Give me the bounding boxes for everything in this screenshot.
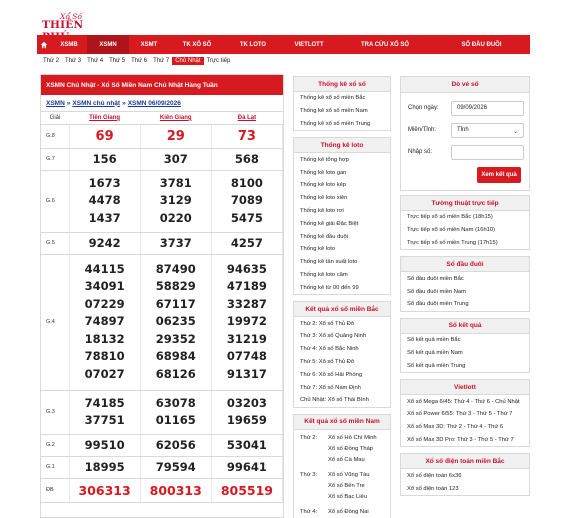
subnav-chu-nhat[interactable]: Chủ Nhật xyxy=(172,57,203,65)
prize-label: G.8 xyxy=(41,124,69,148)
prize-number: 78810 xyxy=(84,349,125,364)
number-label: Nhập số: xyxy=(408,149,433,155)
kq-mn-link[interactable]: Xổ số Bạc Liêu xyxy=(328,494,367,501)
tk-loto-link[interactable]: Thống kê đầu đuôi xyxy=(300,233,349,240)
tk-loto-link[interactable]: Thống kê loto rơi xyxy=(300,207,344,214)
breadcrumb-xsmn-date[interactable]: XSMN 06/09/2026 xyxy=(127,99,181,107)
prize-cell xyxy=(140,170,211,232)
prize-number: 19659 xyxy=(226,413,267,427)
results-header-row xyxy=(41,112,283,124)
prize-number: 5475 xyxy=(230,210,263,225)
tk-xoso-link[interactable]: Thống kê xổ số miền Nam xyxy=(300,108,368,115)
prize-number: 07229 xyxy=(84,296,125,311)
sodauduoi-box xyxy=(400,256,530,311)
prize-number: 44115 xyxy=(84,261,125,276)
right-column xyxy=(400,76,530,502)
tk-loto-link[interactable]: Thống kê loto gan xyxy=(300,169,347,176)
prize-label: G.7 xyxy=(41,148,69,170)
date-label: Chọn ngày: xyxy=(408,105,439,111)
prize-number: 99641 xyxy=(226,460,267,474)
prize-cell xyxy=(211,456,282,478)
province-select-value: Tỉnh xyxy=(457,127,469,133)
date-input[interactable]: 09/09/2026 xyxy=(451,101,524,116)
kq-mn-box xyxy=(293,414,391,518)
site-logo[interactable] xyxy=(42,12,102,30)
nav-item-vietlott[interactable]: VIETLOTT xyxy=(294,41,324,48)
breadcrumb-separator: » xyxy=(122,99,126,107)
prize-number: 68984 xyxy=(155,349,196,364)
ticket-check-form xyxy=(400,76,530,191)
kq-mb-title: Kết quả xổ số miền Bắc xyxy=(294,302,390,317)
prize-label: ĐB xyxy=(41,478,69,502)
prize-label: G.5 xyxy=(41,232,69,254)
kq-mn-row xyxy=(294,507,390,518)
prize-number: 0220 xyxy=(159,210,192,225)
prize-cell xyxy=(69,390,140,434)
kq-mb-link[interactable]: Chủ Nhật: Xổ số Thái Bình xyxy=(300,397,369,404)
subnav-thu-2[interactable]: Thứ 2 xyxy=(43,58,60,64)
logo-name: THIÊN xyxy=(42,19,84,31)
prize-cell xyxy=(69,124,140,148)
tk-loto-link[interactable]: Thống kê tổng hợp xyxy=(300,156,349,163)
vietlott-link[interactable]: Xổ số Mega 6/45: Thứ 4 - Thứ 6 - Chủ Nhật xyxy=(407,398,520,405)
nav-item-so-dau-duoi[interactable]: SỔ ĐẦU ĐUÔI xyxy=(461,41,502,48)
prize-cell xyxy=(69,456,140,478)
prize-number: 9242 xyxy=(88,236,121,250)
prize-cell xyxy=(69,434,140,456)
prize-number: 73 xyxy=(237,128,256,144)
prize-number: 31219 xyxy=(226,331,267,346)
prize-label: G.2 xyxy=(41,434,69,456)
subnav-thu-3[interactable]: Thứ 3 xyxy=(65,58,82,64)
subnav-thu-4[interactable]: Thứ 4 xyxy=(87,58,104,64)
soketqua-link[interactable]: Sổ kết quả miền Trung xyxy=(407,362,466,369)
kq-mn-day: Thứ 4: xyxy=(300,509,318,516)
prize-number: 19972 xyxy=(226,314,267,329)
prize-cell xyxy=(69,170,140,232)
kq-mn-day: Thứ 3: xyxy=(300,472,318,479)
prize-number: 06235 xyxy=(155,314,196,329)
results-title: XSMN Chủ Nhật - Xổ Số Miền Nam Chủ Nhật Hàng Tuần xyxy=(41,75,283,95)
tuongthuat-link[interactable]: Trực tiếp xổ số miền Bắc (18h15) xyxy=(407,214,493,221)
tuongthuat-title: Tường thuật trực tiếp xyxy=(401,196,529,211)
kq-mn-row xyxy=(294,444,390,455)
tk-loto-link[interactable]: Thống kê loto kép xyxy=(300,182,347,189)
header-province-1[interactable]: Tiền Giang xyxy=(69,112,140,124)
main-nav xyxy=(37,35,530,54)
form-actions xyxy=(401,163,529,190)
prize-number: 01165 xyxy=(155,413,196,427)
dientoan-box xyxy=(400,453,530,496)
subnav-thu-7[interactable]: Thứ 7 xyxy=(153,58,170,64)
prize-number: 8100 xyxy=(230,175,263,190)
tuongthuat-box xyxy=(400,195,530,250)
kq-mb-box xyxy=(293,301,391,408)
ticket-check-title: Dò vé số xyxy=(401,77,529,93)
prize-cell xyxy=(211,124,282,148)
kq-mn-title: Kết quả xổ số miền Nam xyxy=(294,415,390,430)
prize-number: 29 xyxy=(166,128,185,144)
province-label: Miền/Tỉnh: xyxy=(408,127,437,133)
vietlott-link[interactable]: Xổ số Power 6/55: Thứ 3 - Thứ 5 - Thứ 7 xyxy=(407,411,513,418)
header-province-2[interactable]: Kiên Giang xyxy=(140,112,211,124)
middle-column xyxy=(293,76,391,518)
prize-number: 34091 xyxy=(84,279,125,294)
prize-cell xyxy=(69,254,140,390)
kq-mn-row xyxy=(294,455,390,466)
prize-row xyxy=(41,170,283,232)
breadcrumb-xsmn-chu-nhat[interactable]: XSMN chủ nhật xyxy=(72,99,121,107)
kq-mn-link[interactable]: Xổ số Vũng Tàu xyxy=(328,472,370,479)
prize-number: 74185 xyxy=(84,395,125,410)
dientoan-link[interactable]: Xổ số điện toán 123 xyxy=(407,485,459,492)
prize-number: 87490 xyxy=(155,261,196,276)
prize-cell xyxy=(140,148,211,170)
prize-number: 07748 xyxy=(226,349,267,364)
prize-row xyxy=(41,232,283,254)
kq-mb-link[interactable]: Thứ 7: Xổ số Nam Định xyxy=(300,384,361,391)
prize-number: 79594 xyxy=(155,460,196,474)
results-panel xyxy=(40,74,284,518)
prize-row xyxy=(41,254,283,390)
prize-row xyxy=(41,148,283,170)
prize-cell xyxy=(211,390,282,434)
kq-mb-link[interactable]: Thứ 5: Xổ số Thủ Đô xyxy=(300,358,355,365)
prize-number: 62056 xyxy=(155,438,196,452)
view-results-button[interactable]: Xem kết quả xyxy=(477,167,521,183)
tk-loto-link[interactable]: Thống kê từ 00 đến 99 xyxy=(300,284,359,291)
prize-cell xyxy=(140,390,211,434)
number-input[interactable] xyxy=(451,145,524,160)
kq-mb-link[interactable]: Thứ 6: Xổ số Hải Phòng xyxy=(300,371,363,378)
soketqua-title: Sổ kết quả xyxy=(401,319,529,334)
kq-mn-day: Thứ 2: xyxy=(300,435,318,442)
prize-row xyxy=(41,434,283,456)
prize-number: 307 xyxy=(163,152,188,166)
nav-item-xsmb[interactable]: XSMB xyxy=(60,41,78,48)
soketqua-box xyxy=(400,318,530,373)
prize-number: 3129 xyxy=(159,193,192,208)
prize-number: 53041 xyxy=(226,438,267,452)
prize-number: 29352 xyxy=(155,331,196,346)
prize-number: 74897 xyxy=(84,314,125,329)
home-icon[interactable] xyxy=(37,35,51,54)
tuongthuat-link[interactable]: Trực tiếp xổ số miền Trung (17h15) xyxy=(407,239,498,246)
sodauduoi-title: Sổ đầu đuôi xyxy=(401,257,529,272)
prize-number: 37751 xyxy=(84,413,125,427)
subnav-thu-5[interactable]: Thứ 5 xyxy=(109,58,126,64)
kq-mn-row xyxy=(294,481,390,492)
prize-number: 91317 xyxy=(226,366,267,381)
prize-cell xyxy=(140,434,211,456)
header-giai: Giải xyxy=(41,112,69,124)
sodauduoi-link[interactable]: Sổ đầu đuôi miền Bắc xyxy=(407,275,464,282)
nav-item-tk-loto[interactable]: TK LOTO xyxy=(239,41,267,48)
prize-number: 67117 xyxy=(155,296,196,311)
prize-cell xyxy=(140,254,211,390)
prize-number: 33287 xyxy=(226,296,267,311)
province-row xyxy=(401,119,529,141)
prize-number: 18995 xyxy=(84,460,125,474)
breadcrumb-xsmn[interactable]: XSMN xyxy=(46,99,65,107)
prize-number: 3781 xyxy=(159,175,192,190)
breadcrumb-separator: » xyxy=(66,99,71,107)
prize-cell xyxy=(211,170,282,232)
prize-row xyxy=(41,124,283,148)
tk-xoso-link[interactable]: Thống kê xổ số miền Bắc xyxy=(300,95,366,102)
prize-number: 47189 xyxy=(226,279,267,294)
header-province-3[interactable]: Đà Lạt xyxy=(211,112,282,124)
day-subnav xyxy=(40,57,233,65)
prize-number: 18132 xyxy=(84,331,125,346)
subnav-thu-6[interactable]: Thứ 6 xyxy=(131,58,148,64)
prize-number: 69 xyxy=(95,128,114,144)
kq-mn-link[interactable]: Xổ số Đồng Tháp xyxy=(328,446,374,453)
vietlott-link[interactable]: Xổ số Max 3D Pro: Thứ 3 - Thứ 5 - Thứ 7 xyxy=(407,436,514,443)
prize-label: G.6 xyxy=(41,170,69,232)
nav-item-xsmt[interactable]: XSMT xyxy=(140,41,158,48)
tk-xoso-link[interactable]: Thống kê xổ số miền Trung xyxy=(300,120,371,127)
prize-cell xyxy=(211,434,282,456)
prize-number: 4478 xyxy=(88,193,121,208)
sodauduoi-link[interactable]: Sổ đầu đuôi miền Nam xyxy=(407,288,466,295)
kq-mb-link[interactable]: Thứ 3: Xổ số Quảng Ninh xyxy=(300,333,367,340)
province-select[interactable] xyxy=(451,123,524,138)
tk-loto-box xyxy=(293,137,391,295)
prize-number: 4257 xyxy=(230,236,263,250)
prize-cell xyxy=(211,478,282,502)
prize-number: 68126 xyxy=(155,366,196,381)
soketqua-link[interactable]: Sổ kết quả miền Nam xyxy=(407,349,463,356)
prize-number: 568 xyxy=(234,152,259,166)
prize-row xyxy=(41,478,283,502)
prize-number: 156 xyxy=(92,152,117,166)
kq-mn-link[interactable]: Xổ số Đồng Nai xyxy=(328,509,369,516)
kq-mb-link[interactable]: Thứ 4: Xổ số Bắc Ninh xyxy=(300,346,359,353)
tuongthuat-link[interactable]: Trực tiếp xổ số miền Nam (16h10) xyxy=(407,227,496,234)
vietlott-link[interactable]: Xổ số Max 3D: Thứ 2 - Thứ 4 - Thứ 6 xyxy=(407,424,504,431)
prize-label: G.4 xyxy=(41,254,69,390)
prize-cell xyxy=(69,478,140,502)
kq-mn-link[interactable]: Xổ số Hồ Chí Minh xyxy=(328,435,377,442)
soketqua-link[interactable]: Sổ kết quả miền Bắc xyxy=(407,337,461,344)
date-row xyxy=(401,97,529,119)
prize-number: 58829 xyxy=(155,279,196,294)
prize-number: 99510 xyxy=(84,438,125,452)
tk-loto-link[interactable]: Thống kê loto xyxy=(300,246,336,253)
prize-cell xyxy=(69,232,140,254)
prize-number: 94635 xyxy=(226,261,267,276)
tk-loto-link[interactable]: Thống kê loto xiên xyxy=(300,195,348,202)
prize-number: 805519 xyxy=(220,482,273,498)
tk-loto-link[interactable]: Thống kê giải Đặc Biệt xyxy=(300,220,359,227)
prize-number: 800313 xyxy=(149,482,202,498)
prize-cell xyxy=(140,478,211,502)
sodauduoi-link[interactable]: Sổ đầu đuôi miền Trung xyxy=(407,301,469,308)
tk-loto-title: Thống kê loto xyxy=(294,138,390,153)
prize-cell xyxy=(69,148,140,170)
kq-mn-link[interactable]: Xổ số Bến Tre xyxy=(328,483,365,490)
prize-number: 306313 xyxy=(78,482,131,498)
prize-cell xyxy=(140,456,211,478)
vietlott-title: Vietlott xyxy=(401,380,529,395)
kq-mn-row xyxy=(294,492,390,503)
tk-loto-link[interactable]: Thống kê loto câm xyxy=(300,271,348,278)
tk-xoso-box xyxy=(293,76,391,131)
prize-number: 3737 xyxy=(159,236,192,250)
prize-number: 03203 xyxy=(226,395,267,410)
prize-row xyxy=(41,456,283,478)
prize-number: 1437 xyxy=(88,210,121,225)
prize-number: 63078 xyxy=(155,395,196,410)
kq-mn-row xyxy=(294,433,390,444)
prize-number: 1673 xyxy=(88,175,121,190)
prize-label: G.3 xyxy=(41,390,69,434)
results-table xyxy=(41,112,283,503)
subnav-truc-tiep[interactable]: Trực tiếp xyxy=(206,58,231,64)
kq-mb-link[interactable]: Thứ 2: Xổ số Thủ Đô xyxy=(300,320,355,327)
breadcrumb xyxy=(41,95,283,112)
prize-cell xyxy=(140,124,211,148)
prize-cell xyxy=(211,232,282,254)
nav-item-xsmn[interactable]: XSMN xyxy=(87,35,129,54)
prize-number: 7089 xyxy=(230,193,263,208)
prize-number: 07027 xyxy=(84,366,125,381)
vietlott-box xyxy=(400,379,530,447)
tk-xoso-title: Thống kê xổ số xyxy=(294,77,390,92)
prize-row xyxy=(41,390,283,434)
nav-item-tra-cuu[interactable]: TRA CỨU XỔ SỐ xyxy=(360,41,410,48)
kq-mn-row xyxy=(294,470,390,481)
kq-mn-link[interactable]: Xổ số Cà Mau xyxy=(328,457,365,464)
prize-cell xyxy=(211,254,282,390)
number-row xyxy=(401,141,529,163)
nav-item-tk-xoso[interactable]: TK XỔ SỐ xyxy=(182,41,212,48)
prize-cell xyxy=(140,232,211,254)
prize-cell xyxy=(211,148,282,170)
logo-script: Xổ Số xyxy=(60,12,83,21)
chevron-down-icon: ⌄ xyxy=(512,128,518,135)
dientoan-title: Xổ số điện toán miền Bắc xyxy=(401,454,529,469)
prize-label: G.1 xyxy=(41,456,69,478)
dientoan-link[interactable]: Xổ số điện toán 6x36 xyxy=(407,472,462,479)
tk-loto-link[interactable]: Thống kê tần suất loto xyxy=(300,259,358,266)
